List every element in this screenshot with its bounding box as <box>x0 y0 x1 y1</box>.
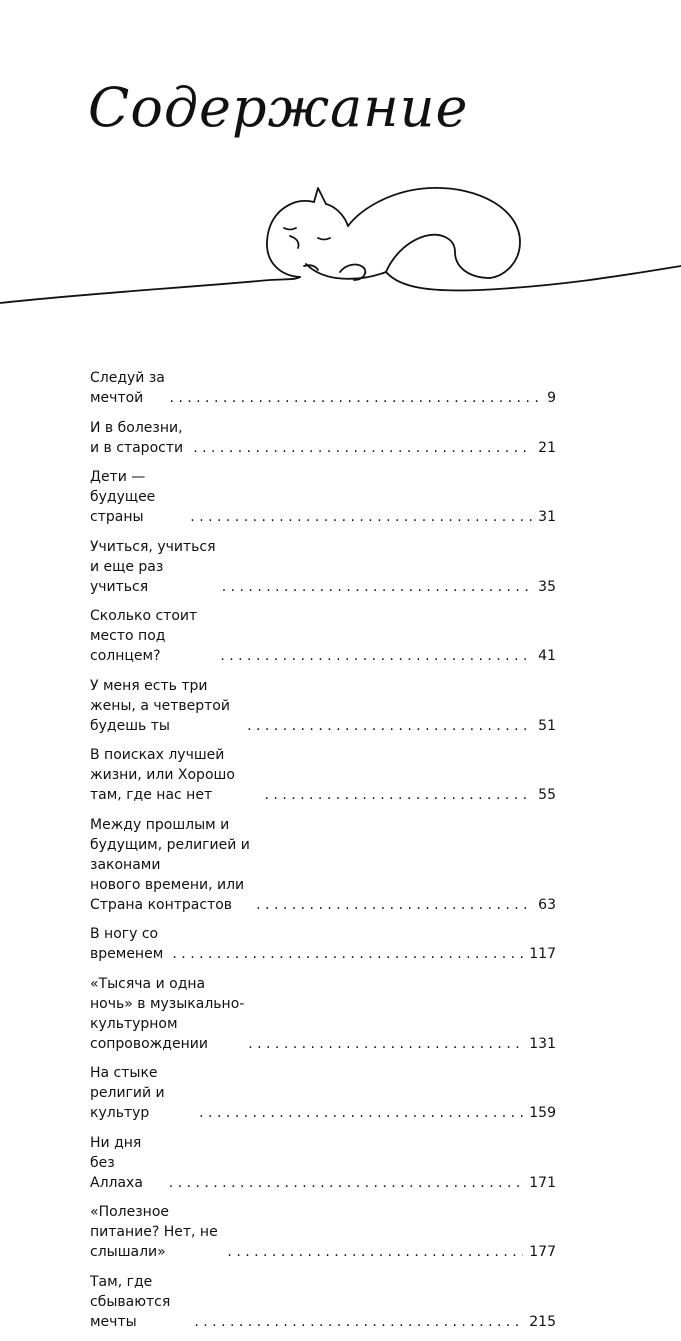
table-of-contents <box>90 368 556 1341</box>
toc-entry-title: «Тысяча и одна ночь» в музыкально-культурном сопровождении <box>90 975 245 1052</box>
toc-entry-page-number: 63 <box>538 896 556 913</box>
dot-leader <box>169 388 541 408</box>
toc-entry[interactable] <box>90 418 556 458</box>
toc-entry[interactable] <box>90 606 556 666</box>
dot-leader <box>247 716 532 736</box>
toc-entry[interactable] <box>90 815 556 915</box>
toc-entry-page-number: 117 <box>529 946 556 962</box>
toc-entry-page-number: 51 <box>538 717 556 734</box>
dot-leader <box>172 944 523 964</box>
toc-entry-page-number: 159 <box>529 1105 556 1121</box>
toc-entry[interactable] <box>90 467 556 527</box>
toc-entry[interactable] <box>90 368 556 408</box>
dot-leader <box>199 1103 523 1123</box>
toc-entry[interactable] <box>90 537 556 597</box>
dot-leader <box>193 438 532 458</box>
toc-entry-page-number: 35 <box>538 578 556 595</box>
dot-leader <box>220 646 532 666</box>
dot-leader <box>227 1242 523 1262</box>
dot-leader <box>190 507 532 527</box>
toc-entry-title: «Полезное питание? Нет, не слышали» <box>90 1204 218 1260</box>
toc-entry-page-number: 41 <box>538 648 556 664</box>
toc-entry-page-number: 31 <box>538 509 556 525</box>
dot-leader <box>169 1173 523 1193</box>
toc-entry[interactable] <box>90 1272 556 1332</box>
toc-entry-title: В поисках лучшей жизни, или Хорошо там, где нас нет <box>90 747 235 803</box>
toc-entry-title: И в болезни, и в старости <box>90 419 184 456</box>
toc-entry-title: Учиться, учиться и еще раз учиться <box>90 538 216 595</box>
sleeping-cat-line-art-icon <box>0 180 681 320</box>
toc-entry-page-number: 177 <box>529 1244 556 1260</box>
dot-leader <box>222 577 532 597</box>
toc-entry-page-number: 21 <box>538 439 556 456</box>
toc-entry[interactable] <box>90 745 556 805</box>
toc-entry[interactable] <box>90 1063 556 1123</box>
toc-entry[interactable] <box>90 924 556 964</box>
toc-entry[interactable] <box>90 676 556 736</box>
toc-entry[interactable] <box>90 1202 556 1262</box>
toc-entry-title: На стыке религий и культур <box>90 1065 165 1121</box>
toc-entry-title: Сколько стоит место под солнцем? <box>90 608 198 664</box>
toc-entry-title: Дети — будущее страны <box>90 469 156 525</box>
dot-leader <box>248 1034 523 1054</box>
toc-entry[interactable] <box>90 1133 556 1193</box>
toc-entry-title: В ногу со временем <box>90 926 164 962</box>
toc-entry-title: Ни дня без Аллаха <box>90 1134 143 1191</box>
toc-entry-page-number: 131 <box>529 1035 556 1052</box>
dot-leader <box>256 895 532 915</box>
page-title: Содержание <box>88 76 469 139</box>
toc-entry-page-number: 215 <box>529 1313 556 1330</box>
toc-entry[interactable] <box>90 974 556 1054</box>
toc-entry-page-number: 9 <box>547 390 556 406</box>
toc-entry-title: Там, где сбываются мечты <box>90 1273 171 1330</box>
toc-entry-page-number: 55 <box>538 787 556 803</box>
toc-entry-page-number: 171 <box>529 1174 556 1191</box>
dot-leader <box>265 785 533 805</box>
toc-entry-title: У меня есть три жены, а четвертой будешь ты <box>90 677 230 734</box>
dot-leader <box>194 1312 523 1332</box>
toc-entry-title: Следуй за мечтой <box>90 370 165 406</box>
toc-entry-title: Между прошлым и будущим, религией и законами нового времени, или Страна контрастов <box>90 816 250 913</box>
